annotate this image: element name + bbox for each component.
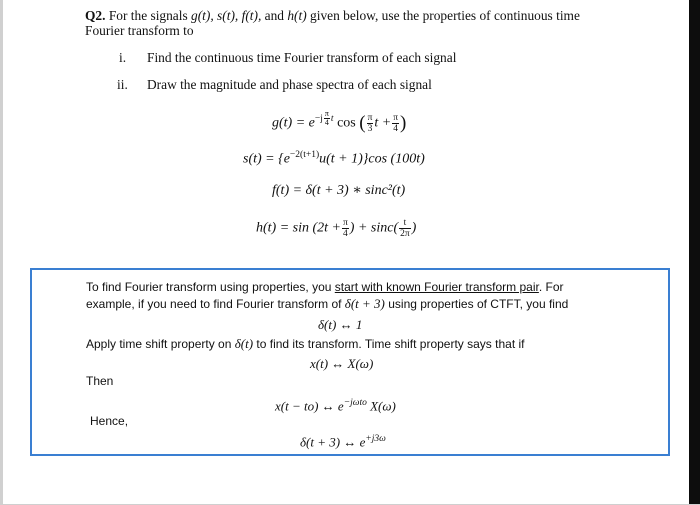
hint-text: . For bbox=[538, 280, 564, 294]
task-number: i. bbox=[119, 50, 127, 65]
eq-g-frac2-num: π bbox=[393, 112, 398, 123]
eq-g-exp-den: 4 bbox=[324, 118, 329, 127]
pair-result bbox=[300, 434, 386, 450]
eq-g-mid: t + bbox=[374, 115, 392, 131]
pair-x bbox=[310, 356, 373, 372]
hint-line-1 bbox=[86, 280, 564, 294]
left-edge bbox=[0, 0, 3, 505]
eq-h-lhs: h(t) = sin (2t + bbox=[256, 220, 341, 236]
question-text-a: For the signals bbox=[108, 8, 192, 23]
eq-g-exp-post: t bbox=[330, 113, 334, 124]
hint-line-2 bbox=[86, 296, 568, 312]
eq-f: f(t) = δ(t + 3) ∗ sinc²(t) bbox=[272, 183, 406, 198]
eq-h-frac2-num: t bbox=[399, 218, 411, 229]
task-text: Find the continuous time Fourier transform of each signal bbox=[147, 50, 457, 65]
eq-g-lhs: g(t) = e bbox=[272, 115, 315, 131]
then-label: Then bbox=[86, 374, 114, 388]
question-heading bbox=[85, 8, 645, 38]
eq-g-frac2-den: 4 bbox=[393, 123, 398, 134]
hint-text: to find its transform. Time shift property says that if bbox=[253, 337, 525, 351]
task-number: ii. bbox=[117, 77, 128, 92]
equation-f bbox=[272, 182, 405, 199]
eq-h-frac1-den: 4 bbox=[343, 229, 348, 239]
equation-h bbox=[256, 218, 416, 239]
eq-s-exp: −2(t+1) bbox=[289, 150, 320, 160]
hint-text: using properties of CTFT, you find bbox=[384, 297, 569, 311]
eq-g-cos: cos bbox=[337, 115, 356, 131]
eq-g-frac1-den: 3 bbox=[367, 123, 373, 134]
pair-delta-text: δ(t) ↔ 1 bbox=[318, 317, 363, 332]
eq-h-frac2-den: 2π bbox=[400, 229, 410, 239]
eq-g-exp-num: π bbox=[324, 109, 329, 118]
pair-delta bbox=[318, 317, 362, 333]
eq-g-exp-pre: −j bbox=[314, 113, 323, 124]
task-text: Draw the magnitude and phase spectra of each signal bbox=[147, 77, 432, 92]
equation-s bbox=[243, 150, 425, 168]
hint-box bbox=[30, 268, 670, 456]
question-text-line2: Fourier transform to bbox=[85, 23, 194, 38]
question-text-b: and bbox=[261, 8, 288, 23]
eq-h-frac1-num: π bbox=[343, 218, 348, 228]
hint-underlined-text: start with known Fourier transform pair bbox=[334, 280, 539, 294]
eq-g-frac1-num: π bbox=[367, 112, 373, 123]
eq-s-lhs: s(t) = {e bbox=[243, 151, 290, 167]
pair-shift-post: X(ω) bbox=[366, 398, 396, 414]
right-edge-bar bbox=[689, 0, 700, 505]
hint-text: To find Fourier transform using properties, you bbox=[86, 280, 335, 294]
question-signal-h: h(t) bbox=[287, 8, 307, 23]
equation-g: $g(t) = e^{-j \frac{\pi}{4} t}$ cos ( $\frac{\pi}{3}$ t + $\frac{\pi}{4}$ ) bbox=[272, 109, 407, 134]
hint-math: δ(t + 3) bbox=[344, 296, 385, 311]
eq-h-mid: ) + sinc( bbox=[349, 220, 399, 236]
question-label: Q2. bbox=[85, 8, 106, 23]
pair-result-exp: +j3ω bbox=[365, 434, 386, 444]
hint-line-3 bbox=[86, 336, 525, 352]
pair-shift-exp: −jωto bbox=[343, 398, 367, 408]
pair-result-pre: δ(t + 3) ↔ e bbox=[300, 434, 366, 450]
hint-math: δ(t) bbox=[234, 336, 254, 351]
eq-h-end: ) bbox=[411, 220, 417, 236]
pair-shift bbox=[275, 398, 396, 414]
hint-text: example, if you need to find Fourier transform of bbox=[86, 297, 345, 311]
eq-s-rest: u(t + 1)}cos (100t) bbox=[319, 151, 425, 167]
pair-x-text: x(t) ↔ X(ω) bbox=[310, 356, 374, 371]
question-signals: g(t), s(t), f(t), bbox=[191, 8, 262, 23]
hint-text: Apply time shift property on bbox=[86, 337, 235, 351]
hence-label: Hence, bbox=[90, 414, 129, 428]
pair-shift-pre: x(t − to) ↔ e bbox=[275, 398, 344, 414]
question-text-c: given below, use the properties of continuous time bbox=[306, 8, 580, 23]
